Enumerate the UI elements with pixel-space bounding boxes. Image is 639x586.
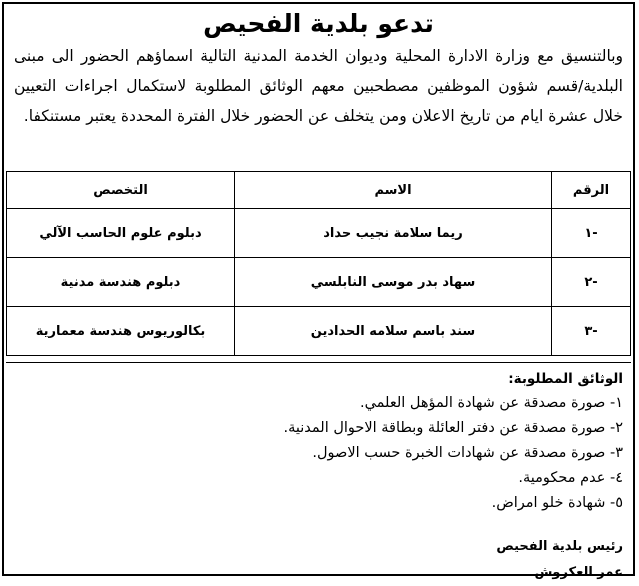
signature-position: رئيس بلدية الفحيص	[496, 539, 623, 554]
documents-list	[14, 391, 623, 516]
row-number: -٢	[552, 258, 631, 307]
header-specialty: التخصص	[7, 172, 235, 209]
list-item: ٣- صورة مصدقة عن شهادات الخبرة حسب الاصول.	[312, 445, 623, 461]
signature-name: عمر العكروش	[534, 565, 623, 580]
table-row	[7, 258, 631, 307]
announcement-intro: وبالتنسيق مع وزارة الادارة المحلية وديوان الخدمة المدنية التالية اسماؤهم الحضور الى مبنى البلدية/قسم شؤون الموظفين مصطحبين معهم الوثائق المطلوبة لاستكمال اجراءات التعيين خلال عشرة ايام من تاريخ الاعلان ومن يتخلف عن الحضور خلال الفترة المحددة يعتبر مستنكفا.	[14, 47, 623, 125]
table-row	[7, 209, 631, 258]
row-specialty: دبلوم هندسة مدنية	[7, 258, 235, 307]
row-name: سهاد بدر موسى النابلسي	[235, 258, 552, 307]
row-name: ريما سلامة نجيب حداد	[235, 209, 552, 258]
required-documents	[4, 363, 633, 516]
row-name: سند باسم سلامه الحدادين	[235, 307, 552, 356]
row-number: -٣	[552, 307, 631, 356]
row-number: -١	[552, 209, 631, 258]
header-name: الاسم	[235, 172, 552, 209]
list-item: ٥- شهادة خلو امراض.	[491, 495, 623, 511]
row-specialty: بكالوريوس هندسة معمارية	[7, 307, 235, 356]
list-item: ٤- عدم محكومية.	[518, 470, 623, 486]
row-specialty: دبلوم علوم الحاسب الآلي	[7, 209, 235, 258]
announcement-frame	[2, 2, 635, 580]
documents-heading: الوثائق المطلوبة:	[508, 371, 623, 387]
announcement-title: تدعو بلدية الفحيص	[203, 9, 434, 38]
table-header-row	[7, 172, 631, 209]
list-item: ١- صورة مصدقة عن شهادة المؤهل العلمي.	[359, 395, 623, 411]
table-row	[7, 307, 631, 356]
header-number: الرقم	[552, 172, 631, 209]
signature-block	[4, 516, 633, 586]
section-divider	[6, 356, 631, 363]
list-item: ٢- صورة مصدقة عن دفتر العائلة وبطاقة الاحوال المدنية.	[283, 420, 623, 436]
candidates-table	[6, 171, 631, 356]
